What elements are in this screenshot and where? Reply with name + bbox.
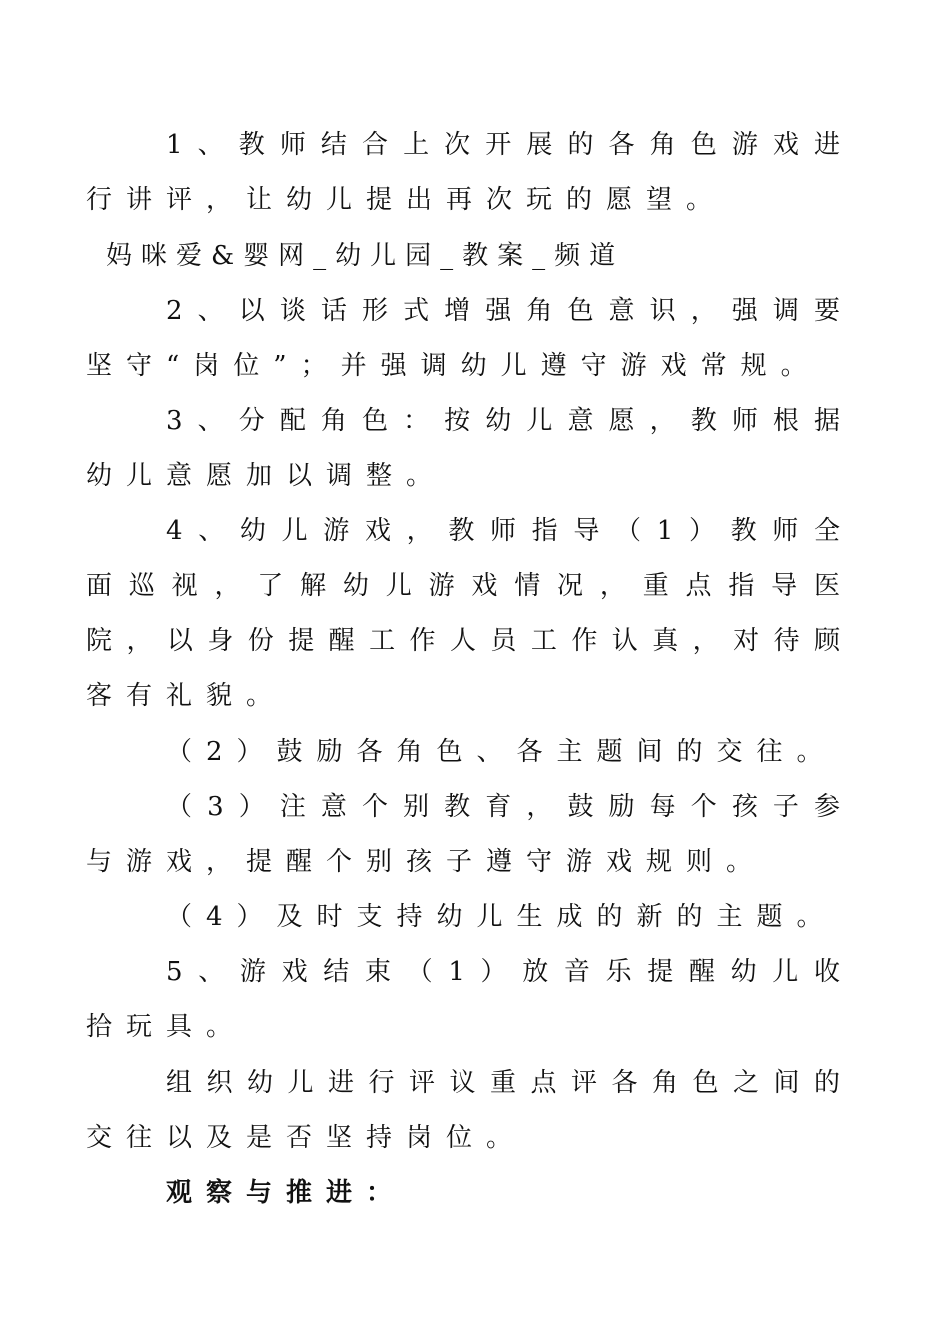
paragraph-step-4: 4、幼儿游戏，教师指导（1）教师全面巡视，了解幼儿游戏情况，重点指导医院，以身份提醒工作人员工作认真，对待顾客有礼貌。 <box>86 516 854 711</box>
paragraph-step-4-item-3: （3）注意个别教育，鼓励每个孩子参与游戏，提醒个别孩子遵守游戏规则。 <box>86 792 854 877</box>
paragraph-step-3: 3、分配角色：按幼儿意愿，教师根据幼儿意愿加以调整。 <box>86 406 854 491</box>
paragraph-step-4-item-4: （4）及时支持幼儿生成的新的主题。 <box>166 902 837 932</box>
paragraph-step-2: 2、以谈话形式增强角色意识，强调要坚守“岗位”；并强调幼儿遵守游戏常规。 <box>86 296 854 381</box>
paragraph-step-4-item-2: （2）鼓励各角色、各主题间的交往。 <box>166 737 837 767</box>
site-name-line: 妈咪爱&婴网_幼儿园_教案_频道 <box>106 241 625 271</box>
paragraph-review: 组织幼儿进行评议重点评各角色之间的交往以及是否坚持岗位。 <box>86 1068 854 1153</box>
paragraph-step-1: 1、教师结合上次开展的各角色游戏进行讲评，让幼儿提出再次玩的愿望。 <box>86 130 854 215</box>
section-heading-observation: 观察与推进： <box>166 1178 407 1208</box>
paragraph-step-5: 5、游戏结束（1）放音乐提醒幼儿收拾玩具。 <box>86 957 854 1042</box>
